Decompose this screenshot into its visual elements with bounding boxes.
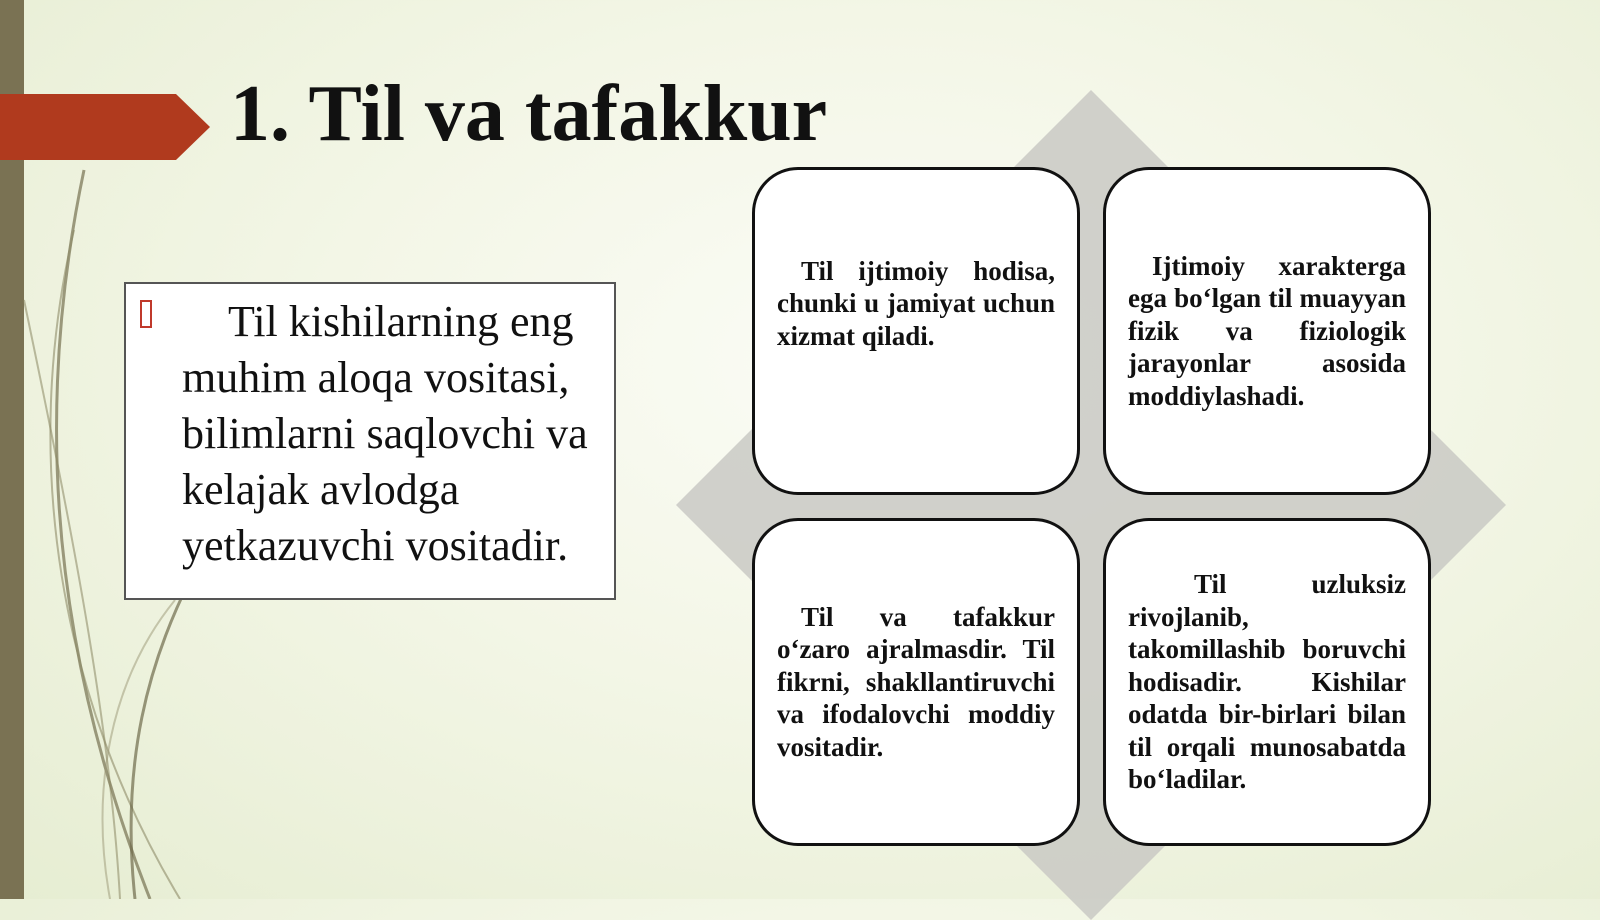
slide-title: 1. Til va tafakkur [230, 70, 828, 158]
text-box [124, 282, 616, 600]
info-card-3-text: Til va tafakkur o‘zaro ajralmasdir. Til fikrni, shakllantiruvchi va ifodalovchi moddiy vositadir. [777, 601, 1055, 762]
info-card-2-text: Ijtimoiy xarakterga ega bo‘lgan til muayyan fizik va fiziologik jarayonlar asosida moddiylashadi. [1128, 250, 1406, 411]
info-card-1-text: Til ijtimoiy hodisa, chunki u jamiyat uchun xizmat qiladi. [777, 255, 1055, 351]
info-card-1 [752, 167, 1080, 495]
text-box-paragraph: Til kishilarning eng muhim aloqa vositasi, bilimlarni saqlovchi va kelajak avlodga yetkazuvchi vositadir. [182, 297, 588, 570]
info-card-4 [1103, 518, 1431, 846]
bullet-square-icon [140, 300, 152, 328]
info-card-4-text: Til uzluksiz rivojlanib, takomillashib boruvchi hodisadir. Kishilar odatda bir-birlari bilan til orqali munosabatda bo‘ladilar. [1128, 569, 1406, 795]
info-card-3 [752, 518, 1080, 846]
title-arrow-icon [0, 94, 210, 160]
info-card-2 [1103, 167, 1431, 495]
